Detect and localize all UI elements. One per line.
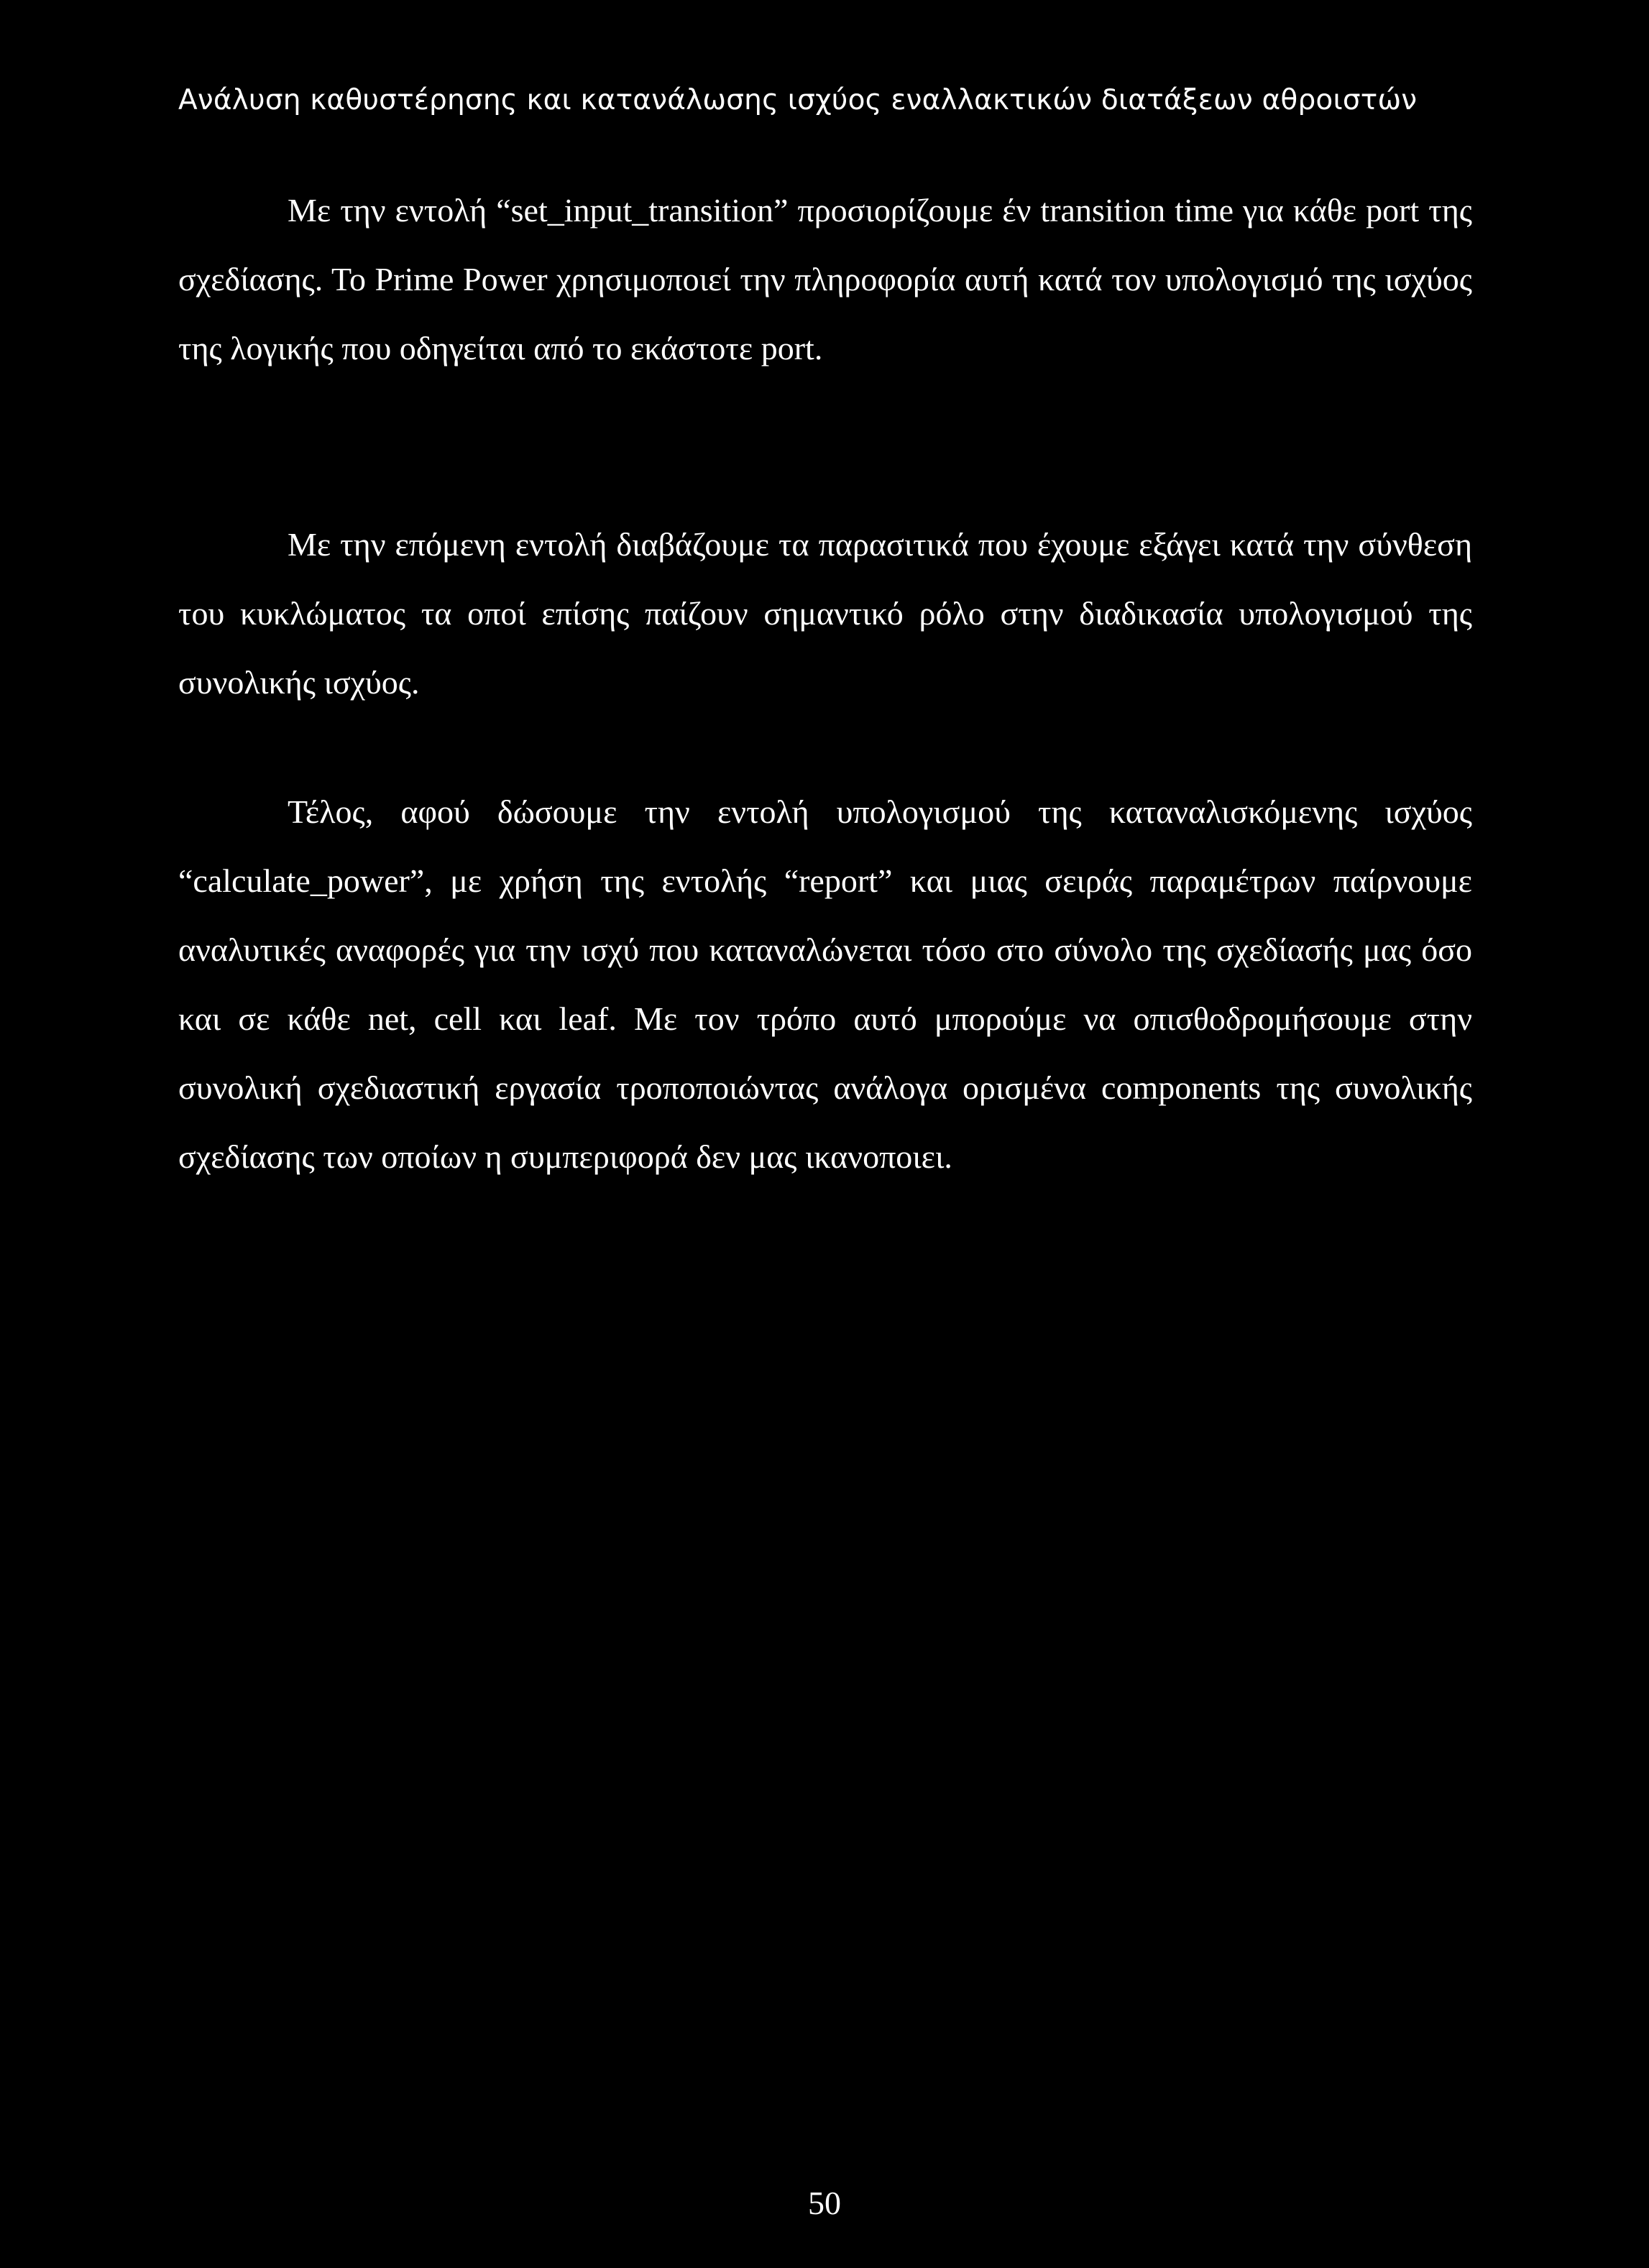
body-paragraph-1 — [178, 176, 1472, 383]
body-paragraph-2 — [178, 510, 1472, 717]
body-paragraph-3 — [178, 778, 1472, 1191]
paragraph-text: Με την επόμενη εντολή διαβάζουμε τα παρασιτικά που έχουμε εξάγει κατά την σύνθεση του κυκλώματος τα οποί επίσης παίζουν σημαντικό ρόλο στην διαδικασία υπολογισμού της συνολικής ισχύος. — [178, 526, 1472, 701]
paragraph-text: Τέλος, αφού δώσουμε την εντολή υπολογισμού της καταναλισκόμενης ισχύος “calculate_power”, με χρήση της εντολής “report” και μιας σειράς παραμέτρων παίρνουμε αναλυτικές αναφορές για την ισχύ που καταναλώνεται τόσο στο σύνολο της σχεδίασής μας όσο και σε κάθε net, cell και leaf. Με τον τρόπο αυτό μπορούμε να οπισθοδρομήσουμε στην συνολική σχεδιαστική εργασία τροποποιώντας ανάλογα ορισμένα components της συνολικής σχεδίασης των οποίων η συμπεριφορά δεν μας ικανοποιει. — [178, 793, 1472, 1175]
paragraph-text: Με την εντολή “set_input_transition” προσιορίζουμε έν transition time για κάθε port της σχεδίασης. Το Prime Power χρησιμοποιεί την πληροφορία αυτή κατά τον υπολογισμό της ισχύος της λογικής που οδηγείται από το εκάστοτε port. — [178, 192, 1472, 367]
page-number: 50 — [808, 2185, 841, 2221]
running-header: Ανάλυση καθυστέρησης και κατανάλωσης ισχύος εναλλακτικών διατάξεων αθροιστών — [178, 84, 1418, 116]
